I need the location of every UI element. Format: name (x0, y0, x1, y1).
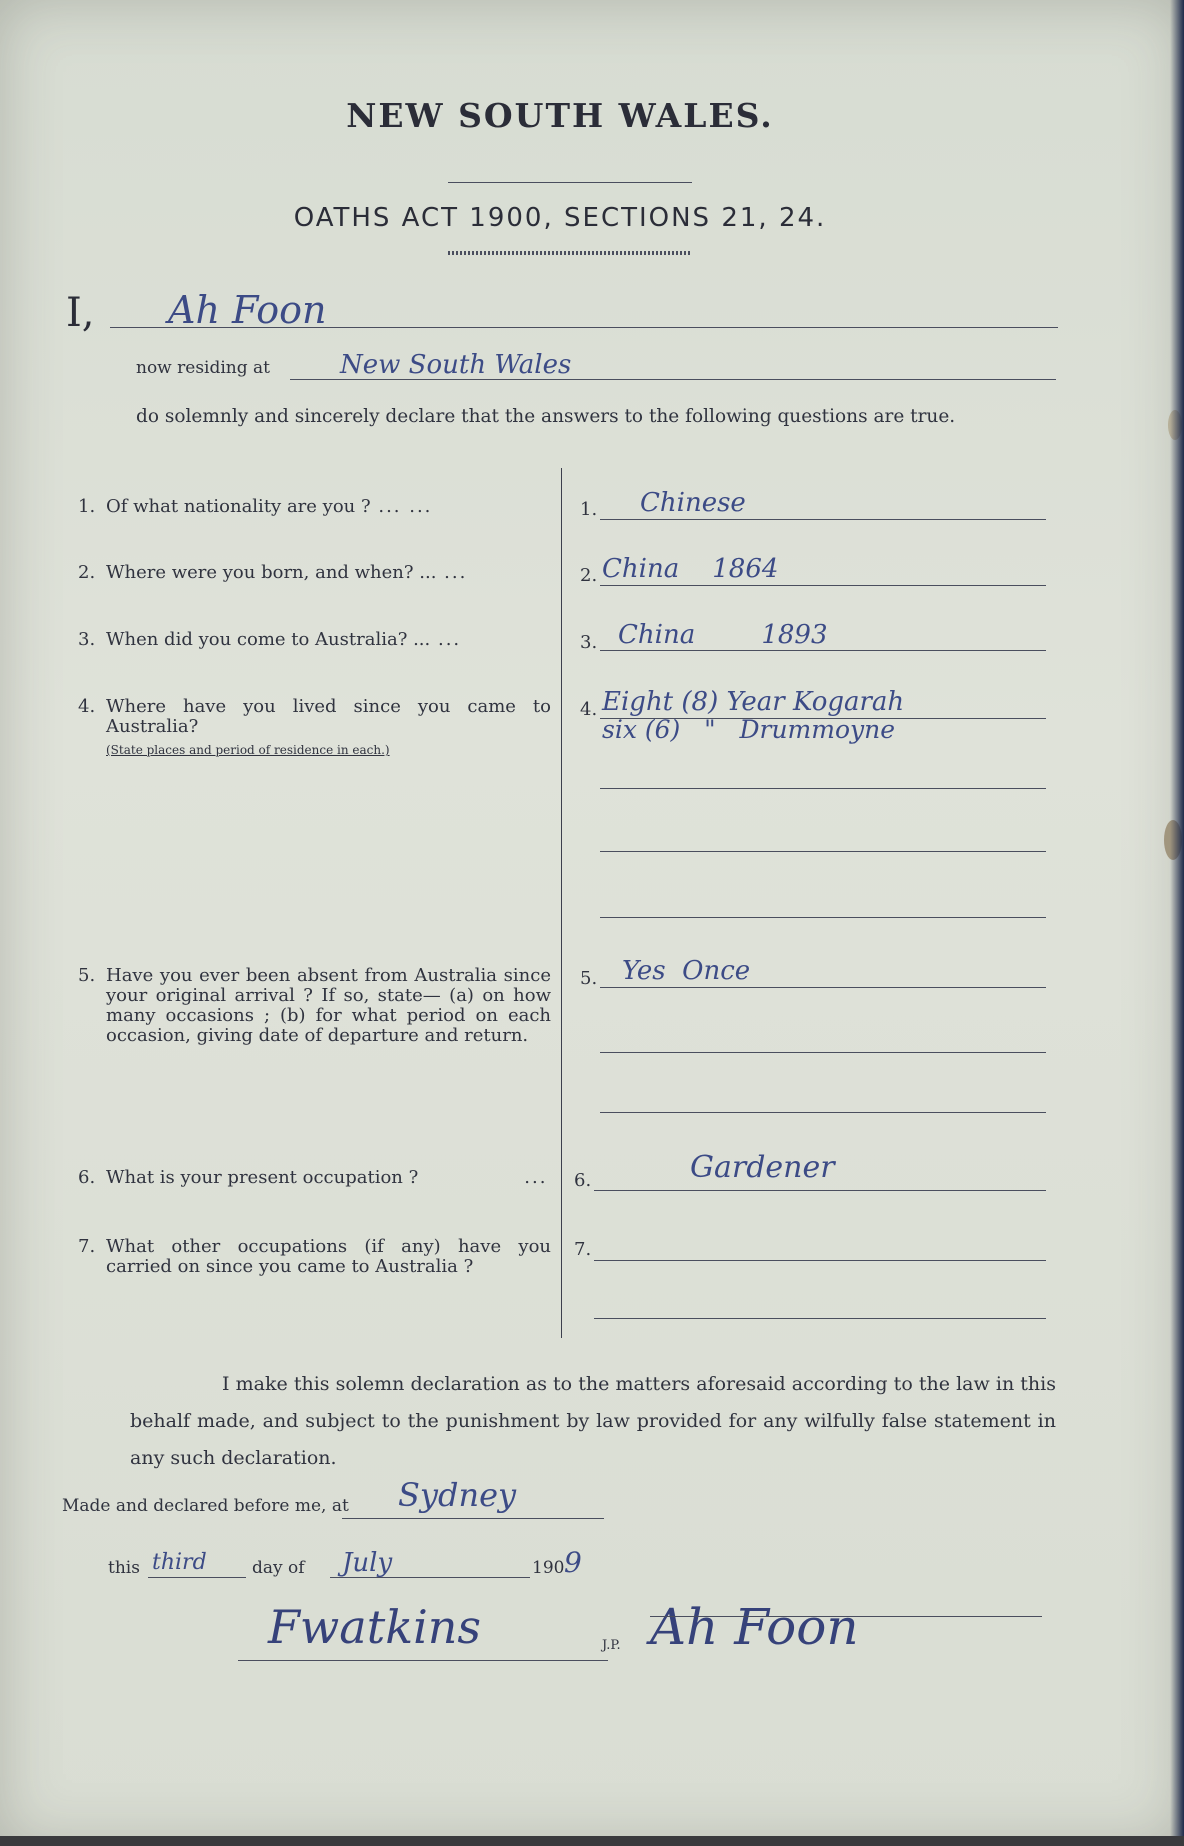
jp-label: J.P. (602, 1638, 621, 1653)
question-1-number: 1. (78, 496, 96, 517)
answer-6-number: 6. (574, 1170, 592, 1191)
question-2: 2. Where were you born, and when? ... ... (78, 562, 468, 583)
answer-4-number: 4. (580, 699, 598, 720)
answer-2-line (600, 585, 1046, 586)
subtitle-wavy-rule (448, 251, 692, 255)
month-line (330, 1577, 530, 1578)
answer-7-line-a (594, 1260, 1046, 1261)
question-7 (78, 1237, 554, 1277)
residing-label: now residing at (136, 358, 271, 378)
place-label: Made and declared before me, at (62, 1496, 349, 1516)
question-2-number: 2. (78, 562, 96, 583)
declarant-name-line (110, 327, 1058, 328)
answer-5-number: 5. (580, 968, 598, 989)
answer-6-line (594, 1190, 1046, 1191)
answer-4-line-a (600, 718, 1046, 719)
column-divider (561, 468, 562, 1338)
question-4-number: 4. (78, 696, 96, 717)
document-title: NEW SOUTH WALES. (346, 96, 774, 135)
answer-5-line-c (600, 1112, 1046, 1113)
year-suffix: 9 (564, 1546, 582, 1579)
title-rule (448, 182, 692, 183)
question-4-note: (State places and period of residence in each.) (106, 743, 390, 757)
answer-5-line-b (600, 1052, 1046, 1053)
answer-1-line (600, 519, 1046, 520)
answer-3-line-1: China 1893 (618, 620, 828, 650)
question-1: 1. Of what nationality are you ? ... ... (78, 496, 433, 517)
question-6: 6. What is your present occupation ? ... (78, 1167, 548, 1188)
answer-7-line-b (594, 1318, 1046, 1319)
declarant-signature: Ah Foon (650, 1598, 859, 1656)
declaration-statement: do solemnly and sincerely declare that the answers to the following questions are true. (136, 406, 956, 427)
answer-6-line-1: Gardener (690, 1150, 835, 1185)
question-1-text: Of what nationality are you ? (106, 496, 371, 517)
question-4-text: Where have you lived since you came to Australia? (106, 696, 551, 737)
page-edge-right (1170, 0, 1184, 1846)
question-4 (78, 697, 554, 737)
jp-signature-line (238, 1660, 608, 1661)
answer-4-line-d (600, 917, 1046, 918)
question-5-text: Have you ever been absent from Australia since your original arrival ? If so, state— (a) on how many occasions ; (b) for what period on each occasion, giving date of departure and return. (106, 965, 551, 1046)
day-of-label: day of (252, 1558, 305, 1578)
question-3-number: 3. (78, 629, 96, 650)
answer-7-number: 7. (574, 1239, 592, 1260)
question-7-text: What other occupations (if any) have you carried on since you came to Australia ? (106, 1236, 551, 1277)
answer-2-line-1: China 1864 (602, 554, 779, 584)
answer-4-line-1: Eight (8) Year Kogarah (602, 687, 905, 717)
question-5-number: 5. (78, 965, 96, 986)
this-label: this (108, 1558, 140, 1578)
answer-4-line-b (600, 788, 1046, 789)
year-prefix: 190 (532, 1558, 565, 1578)
answer-1-number: 1. (580, 499, 598, 520)
day-line (148, 1577, 246, 1578)
question-2-text: Where were you born, and when? ... (106, 562, 437, 583)
answer-5-line-a (600, 987, 1046, 988)
question-7-number: 7. (78, 1236, 96, 1257)
solemn-declaration: I make this solemn declaration as to the matters aforesaid according to the law in this behalf made, and subject to the punishment by law provided for any wilfully false statement in any such declaration. (130, 1373, 1056, 1469)
month-value: July (342, 1548, 393, 1578)
question-3-text: When did you come to Australia? ... (106, 629, 431, 650)
answer-4-line-2: six (6) " Drummoyne (602, 715, 896, 744)
question-3: 3. When did you come to Australia? ... ... (78, 629, 462, 650)
question-5 (78, 966, 554, 1046)
declarant-prefix: I, (66, 290, 95, 336)
residing-line (290, 379, 1056, 380)
place-value: Sydney (398, 1476, 517, 1514)
jp-signature: Fwatkins (268, 1600, 482, 1654)
answer-5-line-1: Yes Once (622, 956, 751, 986)
day-value: third (152, 1550, 207, 1575)
question-6-text: What is your present occupation ? (106, 1167, 419, 1188)
answer-4-line-c (600, 851, 1046, 852)
answer-3-line (600, 650, 1046, 651)
page-edge-bottom (0, 1836, 1184, 1846)
answer-3-number: 3. (580, 632, 598, 653)
document-subtitle: OATHS ACT 1900, SECTIONS 21, 24. (293, 203, 827, 233)
declarant-signature-line (650, 1616, 1042, 1617)
declarant-name: Ah Foon (168, 288, 327, 332)
answer-1-line-1: Chinese (640, 488, 746, 518)
residing-value: New South Wales (340, 350, 572, 380)
question-6-number: 6. (78, 1167, 96, 1188)
answer-2-number: 2. (580, 565, 598, 586)
place-line (342, 1518, 604, 1519)
